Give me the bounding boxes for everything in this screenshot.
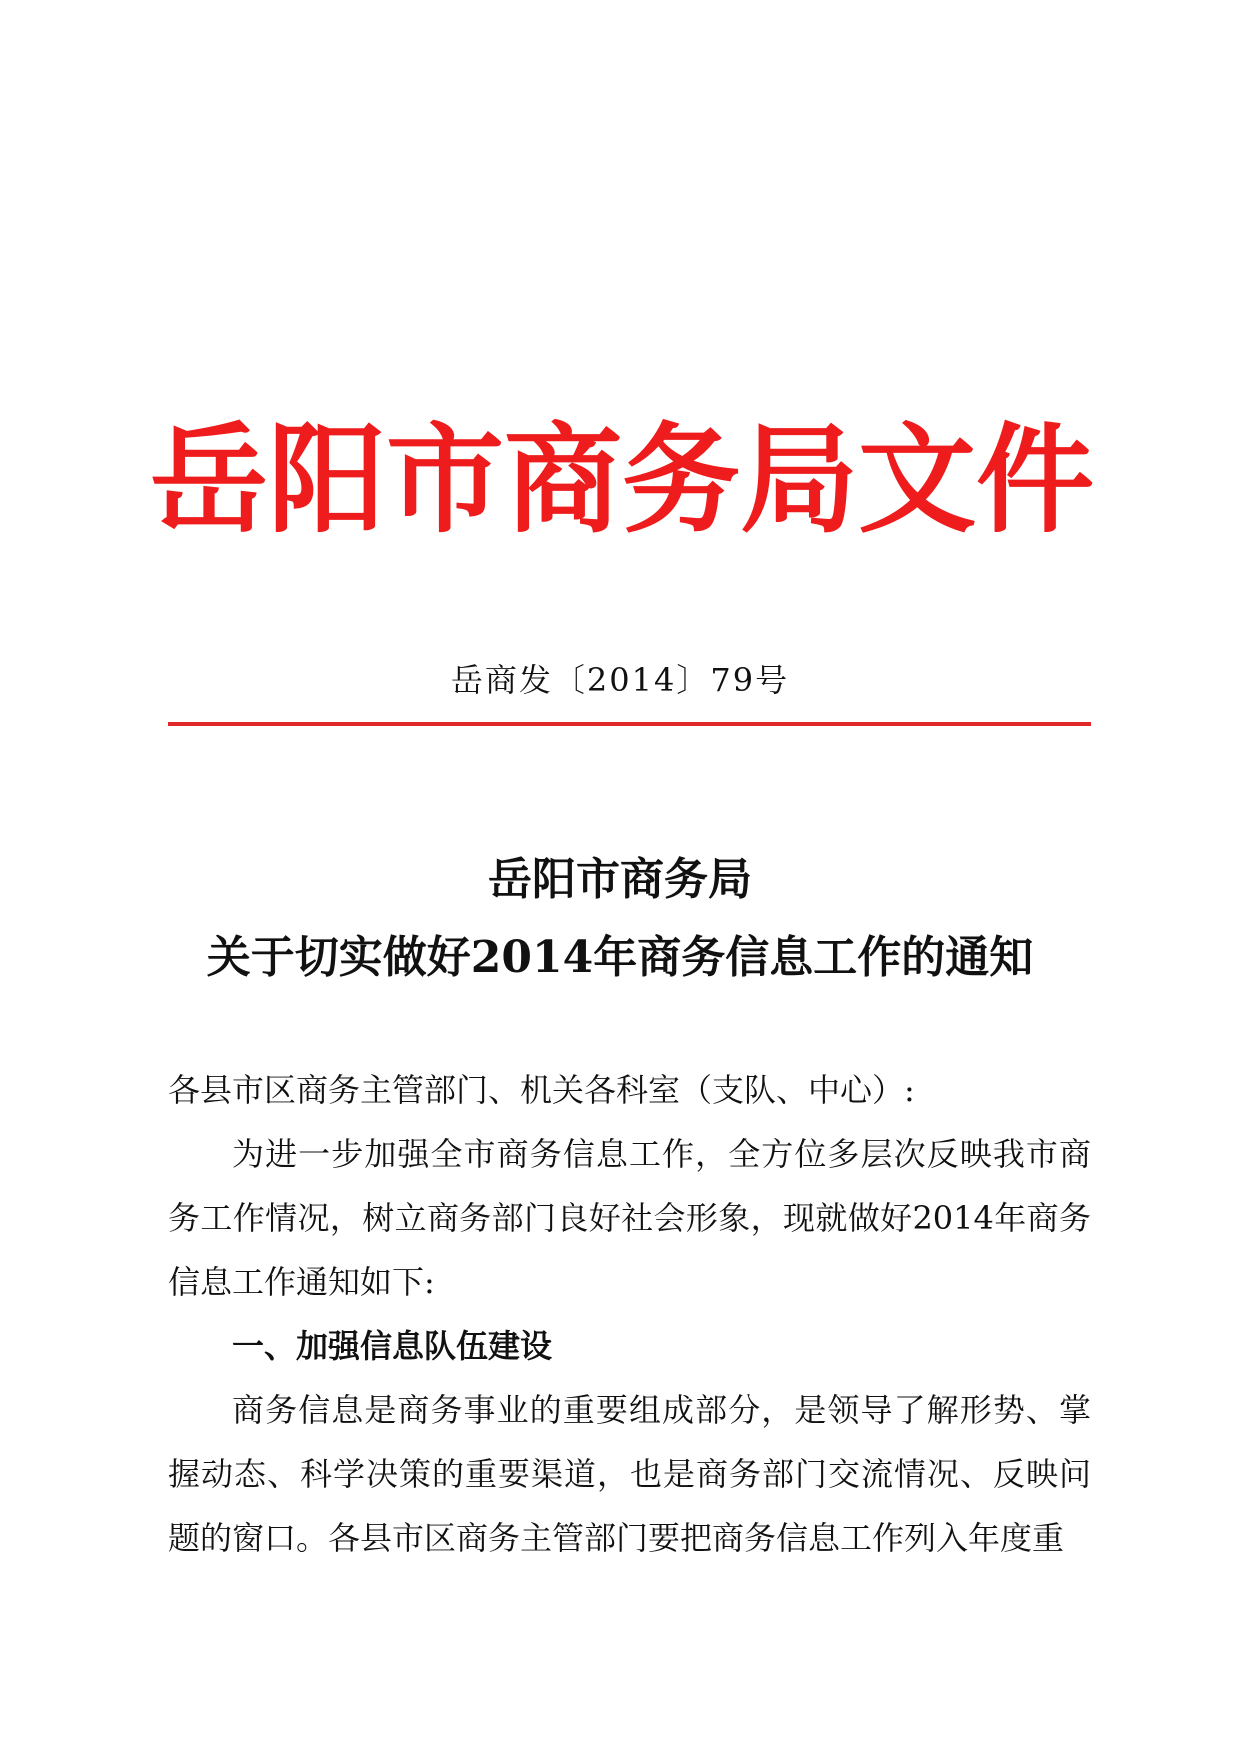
masthead-char: 阳: [268, 410, 387, 549]
red-divider-line: [168, 722, 1091, 726]
salutation: 各县市区商务主管部门、机关各科室（支队、中心）:: [168, 1071, 915, 1109]
document-number: 岳商发〔2014〕79号: [450, 661, 790, 699]
notice-title-line-1: 岳阳市商务局: [488, 854, 752, 905]
notice-body: [168, 1058, 1091, 1570]
masthead-title: [150, 405, 1095, 555]
section-heading: 一、加强信息队伍建设: [232, 1327, 553, 1365]
masthead-char: 岳: [150, 410, 269, 549]
masthead-char: 文: [858, 410, 977, 549]
masthead-char: 市: [386, 410, 505, 549]
masthead-char: 局: [740, 410, 859, 549]
masthead-char: 务: [622, 410, 741, 549]
body-paragraph: 为进一步加强全市商务信息工作，全方位多层次反映我市商务工作情况，树立商务部门良好社会形象，现就做好2014年商务信息工作通知如下:: [168, 1135, 1091, 1301]
notice-title-line-2: 关于切实做好2014年商务信息工作的通知: [206, 932, 1034, 983]
body-paragraph: 商务信息是商务事业的重要组成部分，是领导了解形势、掌握动态、科学决策的重要渠道，也是商务部门交流情况、反映问题的窗口。各县市区商务主管部门要把商务信息工作列入年度重: [168, 1391, 1091, 1557]
masthead-char: 件: [976, 410, 1095, 549]
masthead-char: 商: [504, 410, 623, 549]
